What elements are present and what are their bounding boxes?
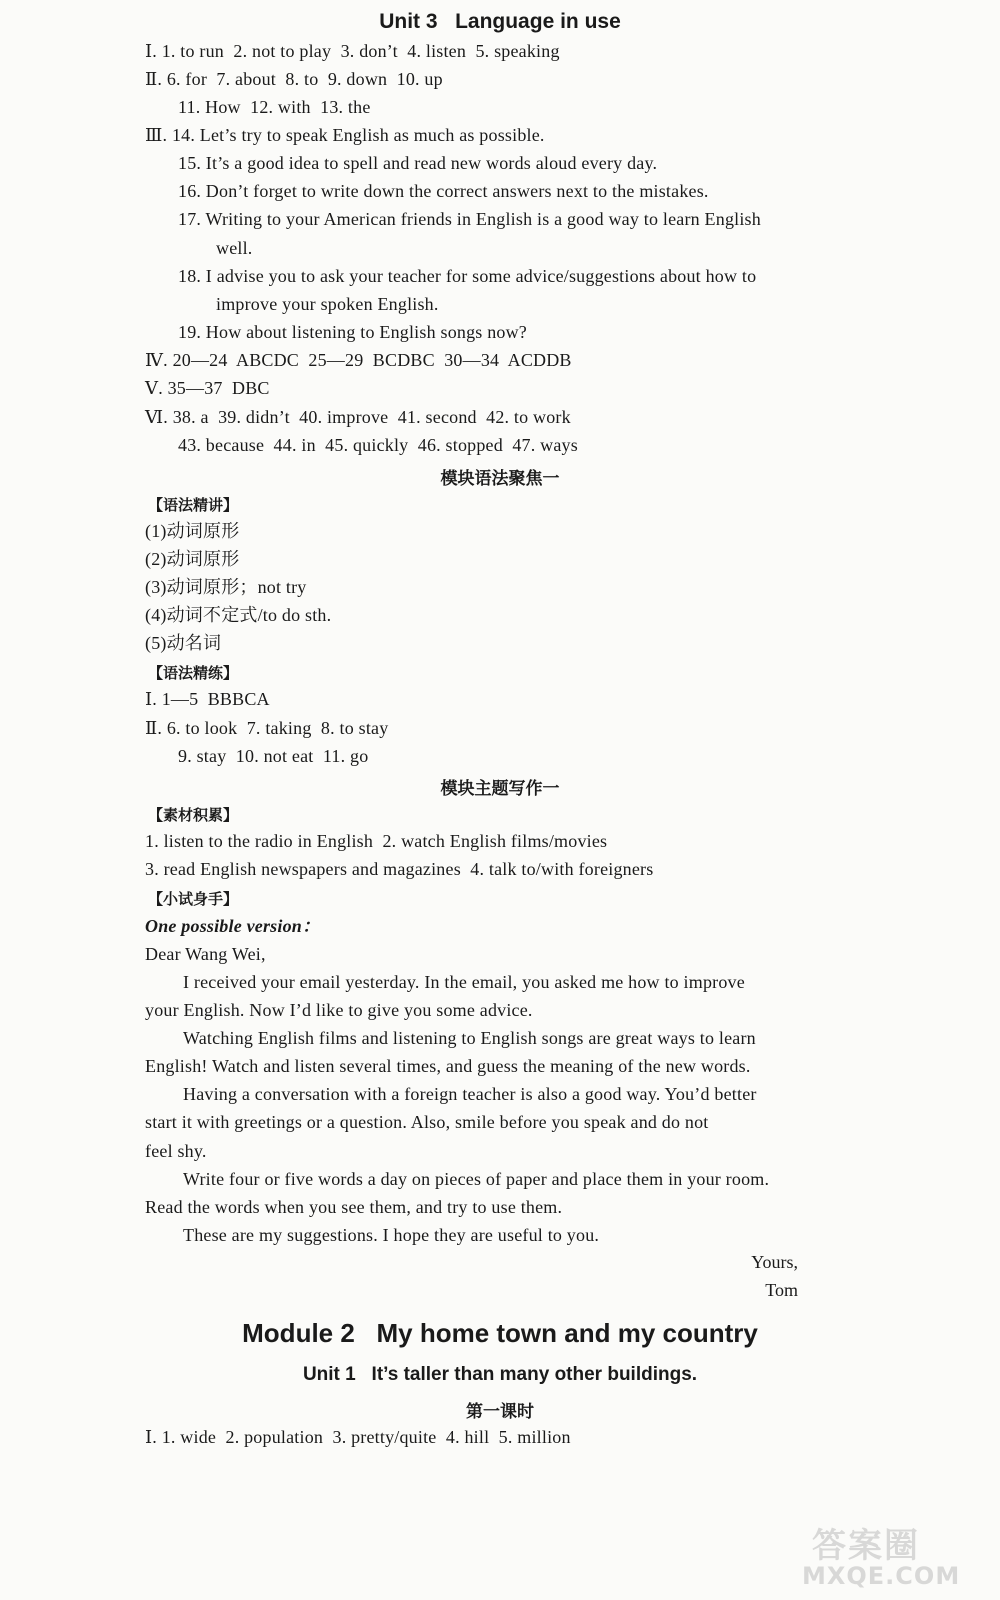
grammar-item: (2)动词原形	[145, 549, 240, 569]
answer-line: Ⅵ. 38. a 39. didn’t 40. improve 41. second 42. to work	[145, 407, 571, 427]
writing-section-title: 模块主题写作一	[440, 779, 560, 799]
letter-line: English! Watch and listen several times, and guess the meaning of the new words.	[145, 1056, 751, 1076]
letter-line: These are my suggestions. I hope they are useful to you.	[183, 1225, 600, 1245]
module2-title: Module 2 My home town and my country	[242, 1318, 758, 1348]
watermark-logo	[802, 1514, 972, 1592]
answer-line: improve your spoken English.	[216, 294, 439, 314]
letter-line: Watching English films and listening to English songs are great ways to learn	[183, 1028, 756, 1048]
answer-line: Ⅴ. 35—37 DBC	[145, 378, 270, 398]
writing-try-label: 【小试身手】	[148, 890, 239, 908]
grammar-item: (3)动词原形；not try	[145, 577, 307, 597]
answer-line: 11. How 12. with 13. the	[178, 97, 371, 117]
letter-line: Read the words when you see them, and try to use them.	[145, 1197, 563, 1217]
unit3-title: Unit 3 Language in use	[379, 10, 621, 33]
grammar-explain-label: 【语法精讲】	[148, 496, 239, 514]
letter-line: feel shy.	[145, 1141, 207, 1161]
answer-line: 15. It’s a good idea to spell and read new words aloud every day.	[178, 153, 658, 173]
grammar-practice-label: 【语法精练】	[148, 664, 239, 682]
letter-closing: Yours,	[751, 1252, 798, 1272]
letter-line: Write four or five words a day on pieces of paper and place them in your room.	[183, 1169, 770, 1189]
watermark-bottom-text: MXQE.COM	[802, 1562, 961, 1590]
letter-line: your English. Now I’d like to give you some advice.	[145, 1000, 533, 1020]
answer-line: Ⅱ. 6. for 7. about 8. to 9. down 10. up	[145, 69, 443, 89]
answer-line: Ⅰ. 1. to run 2. not to play 3. don’t 4. listen 5. speaking	[145, 41, 560, 61]
answer-line: 17. Writing to your American friends in English is a good way to learn English	[178, 209, 761, 229]
material-line: 3. read English newspapers and magazines 4. talk to/with foreigners	[145, 859, 654, 879]
letter-line: Having a conversation with a foreign teacher is also a good way. You’d better	[183, 1084, 757, 1104]
grammar-item: (5)动名词	[145, 633, 222, 653]
letter-line: I received your email yesterday. In the email, you asked me how to improve	[183, 972, 745, 992]
answer-line: Ⅳ. 20—24 ABCDC 25—29 BCDBC 30—34 ACDDB	[145, 350, 572, 370]
answer-line: 16. Don’t forget to write down the correct answers next to the mistakes.	[178, 181, 709, 201]
watermark-top-text: 答案圈	[812, 1526, 920, 1566]
answer-line: 19. How about listening to English songs now?	[178, 322, 527, 342]
answer-line: 18. I advise you to ask your teacher for some advice/suggestions about how to	[178, 266, 757, 286]
answer-line: 43. because 44. in 45. quickly 46. stopped 47. ways	[178, 435, 578, 455]
module2-unit-title: Unit 1 It’s taller than many other buildings.	[302, 1364, 698, 1385]
grammar-item: (1)动词原形	[145, 521, 240, 541]
answer-line: well.	[216, 238, 253, 258]
grammar-section-title: 模块语法聚焦一	[440, 469, 560, 489]
practice-line: Ⅰ. 1—5 BBBCA	[145, 689, 270, 709]
grammar-item: (4)动词不定式/to do sth.	[145, 605, 332, 625]
material-line: 1. listen to the radio in English 2. watch English films/movies	[145, 831, 608, 851]
letter-signature: Tom	[765, 1280, 798, 1300]
writing-material-label: 【素材积累】	[148, 806, 239, 824]
version-label: One possible version：	[145, 916, 321, 936]
answer-line: Ⅲ. 14. Let’s try to speak English as much as possible.	[145, 125, 545, 145]
practice-line: 9. stay 10. not eat 11. go	[178, 746, 369, 766]
practice-line: Ⅱ. 6. to look 7. taking 8. to stay	[145, 718, 389, 738]
letter-line: start it with greetings or a question. Also, smile before you speak and do not	[145, 1112, 709, 1132]
answer-line: Ⅰ. 1. wide 2. population 3. pretty/quite 4. hill 5. million	[145, 1427, 571, 1447]
letter-salutation: Dear Wang Wei,	[145, 944, 266, 964]
lesson-title: 第一课时	[466, 1402, 534, 1422]
